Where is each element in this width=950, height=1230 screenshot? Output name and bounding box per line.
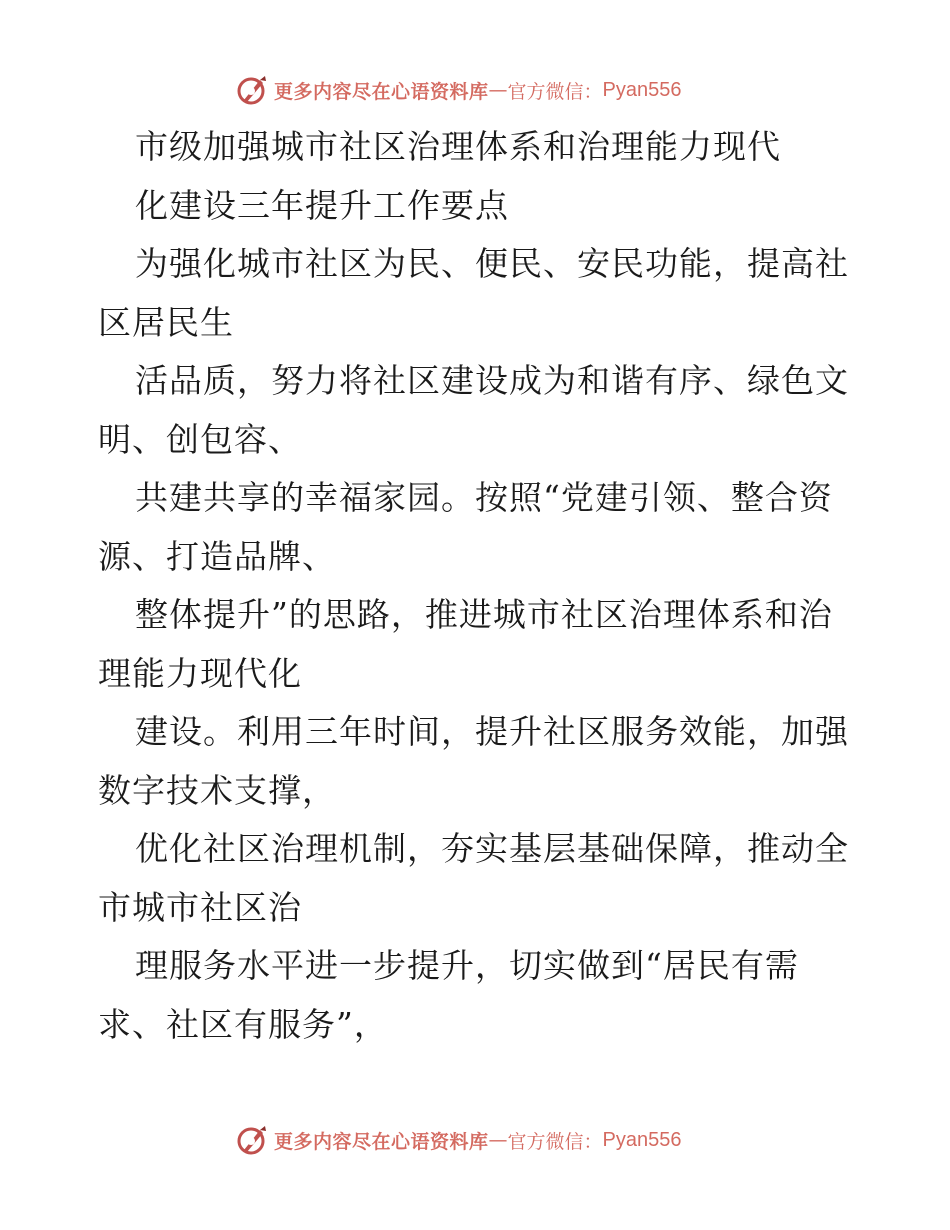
brand-name: 更多内容尽在心语资料库	[274, 1130, 489, 1153]
doc-line: 源、打造品牌、	[98, 536, 336, 576]
doc-line: 理服务水平进一步提升，切实做到“居民有需	[135, 946, 799, 985]
wechat-id: Pyan556	[602, 1128, 682, 1151]
doc-line: 活品质，努力将社区建设成为和谐有序、绿色文	[135, 361, 849, 400]
quill-pen-logo-icon	[236, 74, 268, 106]
doc-line: 市级加强城市社区治理体系和治理能力现代	[135, 127, 781, 166]
wechat-label: 官方微信：	[507, 1130, 603, 1153]
banner-separator: —	[488, 1129, 508, 1151]
doc-line: 理能力现代化	[98, 653, 302, 693]
brand-name: 更多内容尽在心语资料库	[274, 80, 489, 103]
footer-banner	[236, 1122, 682, 1158]
quill-pen-logo-icon	[236, 1124, 268, 1156]
doc-line: 整体提升”的思路，推进城市社区治理体系和治	[135, 595, 833, 634]
wechat-id: Pyan556	[602, 78, 682, 101]
doc-line: 共建共享的幸福家园。按照“党建引领、整合资	[135, 478, 833, 517]
banner-separator: —	[488, 79, 508, 101]
doc-line: 数字技术支撑，	[98, 770, 336, 810]
wechat-label: 官方微信：	[507, 80, 603, 103]
doc-line: 明、创包容、	[98, 419, 302, 459]
doc-line: 优化社区治理机制，夯实基层基础保障，推动全	[135, 829, 849, 868]
doc-line: 建设。利用三年时间，提升社区服务效能，加强	[135, 712, 849, 751]
doc-line: 市城市社区治	[98, 887, 302, 927]
doc-line: 区居民生	[98, 302, 234, 342]
document-body	[98, 118, 858, 1054]
doc-line: 求、社区有服务”，	[98, 1004, 388, 1044]
doc-line: 为强化城市社区为民、便民、安民功能，提高社	[135, 244, 849, 283]
header-banner	[236, 72, 682, 108]
doc-line: 化建设三年提升工作要点	[135, 185, 509, 225]
